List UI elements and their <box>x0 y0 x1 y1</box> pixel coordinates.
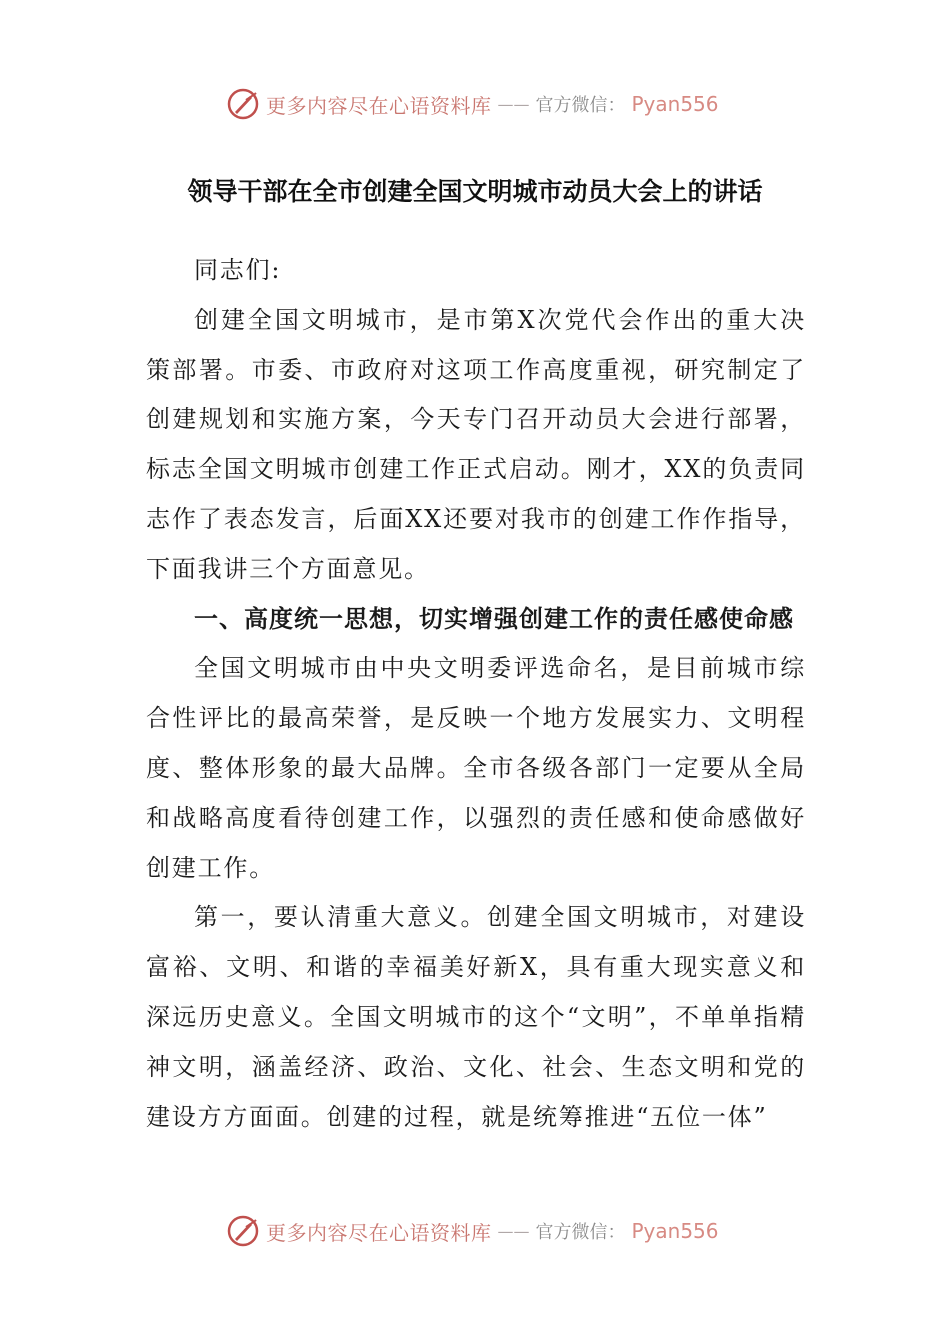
watermark-dash: —— <box>497 1221 530 1241</box>
document-title: 领导干部在全市创建全国文明城市动员大会上的讲话 <box>187 177 763 206</box>
watermark-wechat-id: Pyan556 <box>631 92 719 116</box>
watermark-text: 更多内容尽在心语资料库 <box>266 1220 492 1245</box>
watermark-label: 官方微信： <box>535 1222 626 1243</box>
paragraph-section-1: 全国文明城市由中央文明委评选命名，是目前城市综合性评比的最高荣誉，是反映一个地方发展实力、文明程度、整体形象的最大品牌。全市各级各部门一定要从全局和战略高度看待创建工作，以强烈的责任感和使命感做好创建工作。 <box>146 654 806 882</box>
watermark-header <box>226 84 719 124</box>
section-heading-1: 一、高度统一思想，切实增强创建工作的责任感使命感 <box>194 604 794 633</box>
watermark-footer <box>226 1211 719 1251</box>
paragraph-point-1: 第一，要认清重大意义。创建全国文明城市，对建设富裕、文明、和谐的幸福美好新X，具有重大现实意义和深远历史意义。全国文明城市的这个“文明”，不单单指精神文明，涵盖经济、政治、文化、社会、生态文明和党的建设方方面面。创建的过程，就是统筹推进“五位一体” <box>146 903 806 1131</box>
greeting: 同志们: <box>194 256 282 284</box>
quill-logo-icon <box>226 87 260 121</box>
watermark-wechat-id: Pyan556 <box>631 1219 719 1243</box>
quill-logo-icon <box>226 1214 260 1248</box>
watermark-text: 更多内容尽在心语资料库 <box>266 93 492 118</box>
document-body <box>146 246 806 1142</box>
watermark-dash: —— <box>497 94 530 114</box>
paragraph-intro: 创建全国文明城市，是市第X次党代会作出的重大决策部署。市委、市政府对这项工作高度重视，研究制定了创建规划和实施方案，今天专门召开动员大会进行部署，标志全国文明城市创建工作正式启动。刚才，XX的负责同志作了表态发言，后面XX还要对我市的创建工作作指导，下面我讲三个方面意见。 <box>146 305 806 583</box>
watermark-label: 官方微信： <box>535 95 626 116</box>
